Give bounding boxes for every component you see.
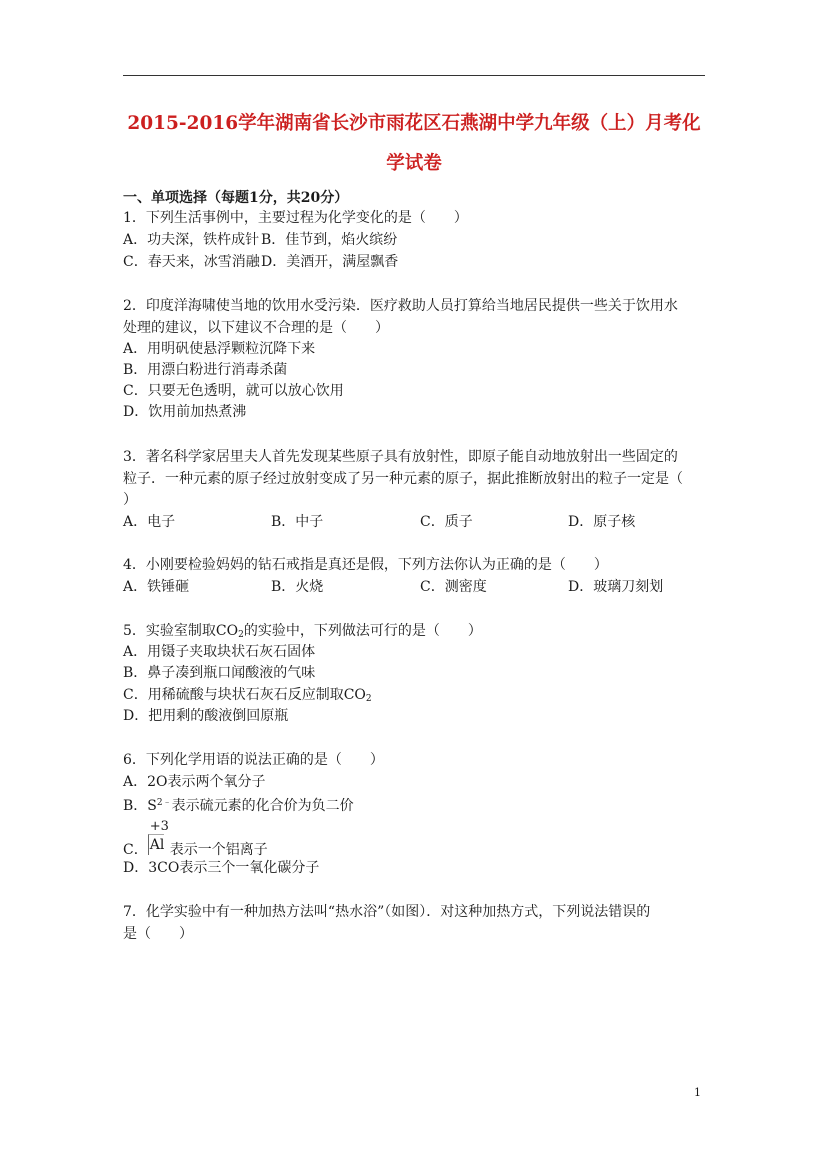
question-5-stem	[123, 621, 482, 641]
q4-option-a: A．铁锤砸	[123, 579, 190, 595]
q2-option-c: C．只要无色透明，就可以放心饮用	[123, 383, 344, 399]
q6-option-c-post: 表示一个铝离子	[169, 842, 268, 858]
q5-option-c-subscript: 2	[365, 694, 372, 704]
element-symbol: Al	[148, 834, 165, 855]
q3-option-c: C．质子	[420, 514, 473, 530]
q6-option-d: D．3CO表示三个一氧化碳分子	[123, 860, 320, 876]
q3-option-b: B．中子	[271, 514, 324, 530]
question-3-stem-line2: 粒子．一种元素的原子经过放射变成了另一种元素的原子，据此推断放射出的粒子一定是（	[123, 471, 683, 487]
question-6-stem: 6．下列化学用语的说法正确的是（ ）	[123, 752, 384, 768]
question-1-options-row1	[123, 230, 707, 250]
question-3-options	[123, 512, 707, 532]
question-1-stem: 1．下列生活事例中，主要过程为化学变化的是（ ）	[123, 210, 468, 226]
page-number: 1	[694, 1086, 701, 1099]
question-1-options-row2	[123, 252, 707, 272]
q5-option-d: D．把用剩的酸液倒回原瓶	[123, 708, 289, 724]
q1-option-a: A．功夫深，铁杵成针	[123, 232, 260, 248]
q5-option-b: B．鼻子凑到瓶口闻酸液的气味	[123, 665, 316, 681]
q4-option-d: D．玻璃刀刻划	[568, 579, 664, 595]
q1-option-c: C．春天来，冰雪消融	[123, 254, 260, 270]
q5-stem-post: 的实验中，下列做法可行的是（ ）	[243, 623, 482, 639]
q3-option-a: A．电子	[123, 514, 176, 530]
question-3-stem-line1: 3．著名科学家居里夫人首先发现某些原子具有放射性，即原子能自动地放射出一些固定的	[123, 449, 678, 465]
question-4-options	[123, 577, 707, 597]
q6-option-c-label: C．	[123, 842, 148, 858]
q2-option-d: D．饮用前加热煮沸	[123, 404, 247, 420]
header-rule	[123, 75, 705, 76]
q5-option-c	[123, 685, 372, 705]
q5-stem-subscript: 2	[238, 630, 244, 640]
q6-option-c	[123, 819, 268, 858]
exam-title-line2: 学试卷	[386, 153, 442, 174]
exam-title-line1: 2015-2016学年湖南省长沙市雨花区石燕湖中学九年级（上）月考化	[127, 113, 701, 134]
q2-option-a: A．用明矾使悬浮颗粒沉降下来	[123, 341, 316, 357]
question-7-stem-line2: 是（ ）	[123, 926, 193, 942]
q6-option-b-pre: B．S	[123, 798, 157, 814]
question-3-stem-line3: ）	[123, 492, 137, 508]
q4-option-b: B．火烧	[271, 579, 324, 595]
q2-option-b: B．用漂白粉进行消毒杀菌	[123, 362, 288, 378]
question-2-stem-line2: 处理的建议，以下建议不合理的是（ ）	[123, 320, 389, 336]
q5-stem-pre: 5．实验室制取CO	[123, 623, 239, 639]
question-7-stem-line1: 7．化学实验中有一种加热方法叫“热水浴”（如图）．对这种加热方式，下列说法错误的	[123, 904, 651, 920]
q6-option-b-superscript: 2﹣	[156, 798, 172, 808]
q5-option-a: A．用镊子夹取块状石灰石固体	[123, 644, 316, 660]
q1-option-d: D．美酒开，满屋飘香	[261, 254, 399, 270]
section-heading: 一、单项选择（每题1分，共20分）	[123, 190, 349, 206]
valence-number: +3	[149, 819, 169, 834]
q6-option-b	[123, 793, 354, 813]
q6-option-a: A．2O表示两个氧分子	[123, 774, 266, 790]
aluminum-valence-notation	[148, 819, 170, 854]
q1-option-b: B．佳节到，焰火缤纷	[261, 232, 398, 248]
q6-option-b-post: 表示硫元素的化合价为负二价	[171, 798, 354, 814]
q4-option-c: C．测密度	[420, 579, 487, 595]
question-4-stem: 4．小刚要检验妈妈的钻石戒指是真还是假，下列方法你认为正确的是（ ）	[123, 557, 608, 573]
q5-option-c-text: C．用稀硫酸与块状石灰石反应制取CO	[123, 687, 366, 703]
question-2-stem-line1: 2．印度洋海啸使当地的饮用水受污染．医疗救助人员打算给当地居民提供一些关于饮用水	[123, 298, 678, 314]
q3-option-d: D．原子核	[568, 514, 636, 530]
